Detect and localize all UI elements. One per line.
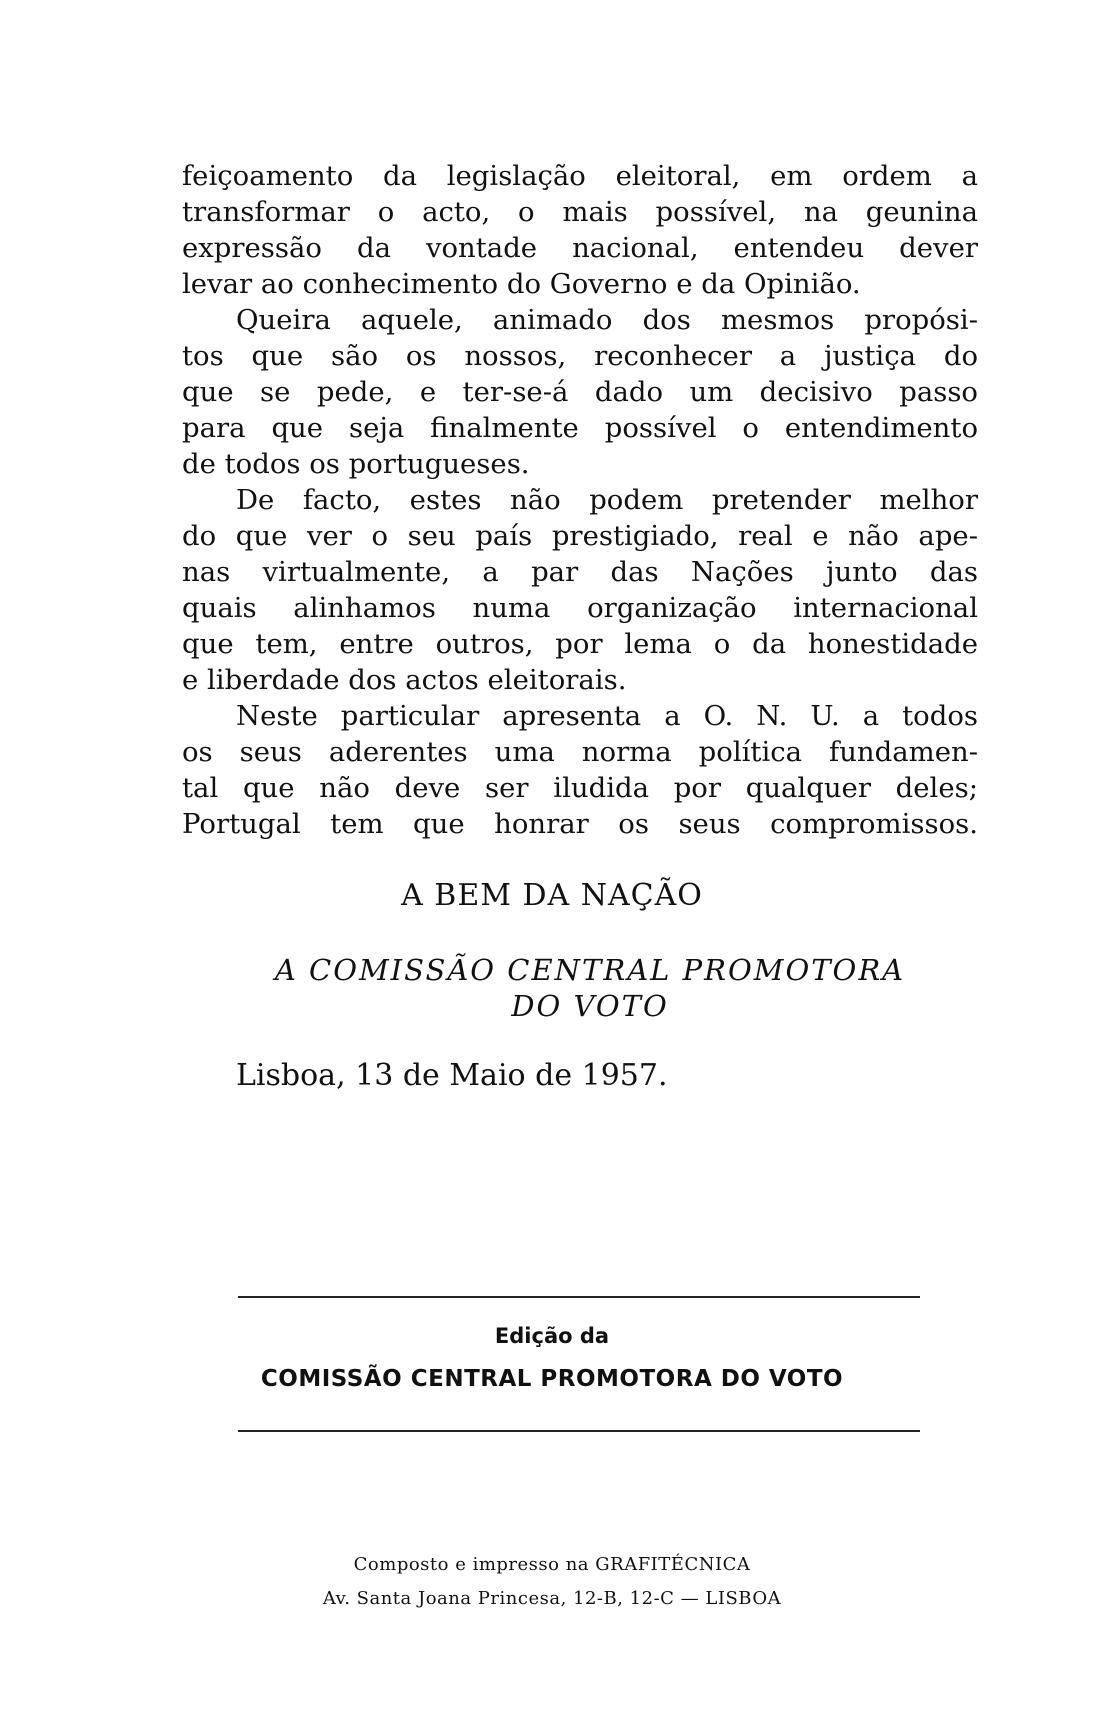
body-line: que se pede, e ter-se-á dado um decisivo passo — [182, 376, 978, 408]
date-line: Lisboa, 13 de Maio de 1957. — [236, 1058, 668, 1093]
edition-publisher: COMISSÃO CENTRAL PROMOTORA DO VOTO — [260, 1366, 844, 1392]
divider-top — [238, 1296, 920, 1298]
body-line: Neste particular apresenta a O. N. U. a todos — [236, 700, 978, 732]
signature-line: A COMISSÃO CENTRAL PROMOTORA — [274, 953, 906, 987]
body-line: Portugal tem que honrar os seus compromissos. — [182, 808, 978, 840]
signature-line: DO VOTO — [511, 989, 669, 1023]
body-line: expressão da vontade nacional, entendeu dever — [182, 232, 978, 264]
body-line: de todos os portugueses. — [182, 448, 530, 480]
signature-block — [240, 952, 940, 1024]
printer-imprint — [0, 1548, 1104, 1616]
body-line: que tem, entre outros, por lema o da honestidade — [182, 628, 978, 660]
printer-line: Composto e impresso na GRAFITÉCNICA — [353, 1554, 751, 1575]
body-line: para que seja finalmente possível o entendimento — [182, 412, 978, 444]
body-line: Queira aquele, animado dos mesmos propósi- — [236, 304, 978, 336]
body-line: nas virtualmente, a par das Nações junto das — [182, 556, 978, 588]
body-line: feiçoamento da legislação eleitoral, em ordem a — [182, 160, 978, 192]
body-line: levar ao conhecimento do Governo e da Opinião. — [182, 268, 861, 300]
body-line: De facto, estes não podem pretender melhor — [236, 484, 978, 516]
body-line: tal que não deve ser iludida por qualquer deles; — [182, 772, 978, 804]
body-line: transformar o acto, o mais possível, na geunina — [182, 196, 978, 228]
divider-bottom — [238, 1430, 920, 1432]
body-text — [182, 158, 978, 842]
body-line: do que ver o seu país prestigiado, real e não ape- — [182, 520, 978, 552]
body-line: tos que são os nossos, reconhecer a justiça do — [182, 340, 978, 372]
motto-heading: A BEM DA NAÇÃO — [401, 878, 703, 913]
printer-address: Av. Santa Joana Princesa, 12-B, 12-C — LISBOA — [322, 1588, 782, 1609]
body-line: e liberdade dos actos eleitorais. — [182, 664, 627, 696]
body-line: quais alinhamos numa organização internacional — [182, 592, 978, 624]
body-line: os seus aderentes uma norma política fundamen- — [182, 736, 978, 768]
edition-label: Edição da — [494, 1324, 610, 1348]
